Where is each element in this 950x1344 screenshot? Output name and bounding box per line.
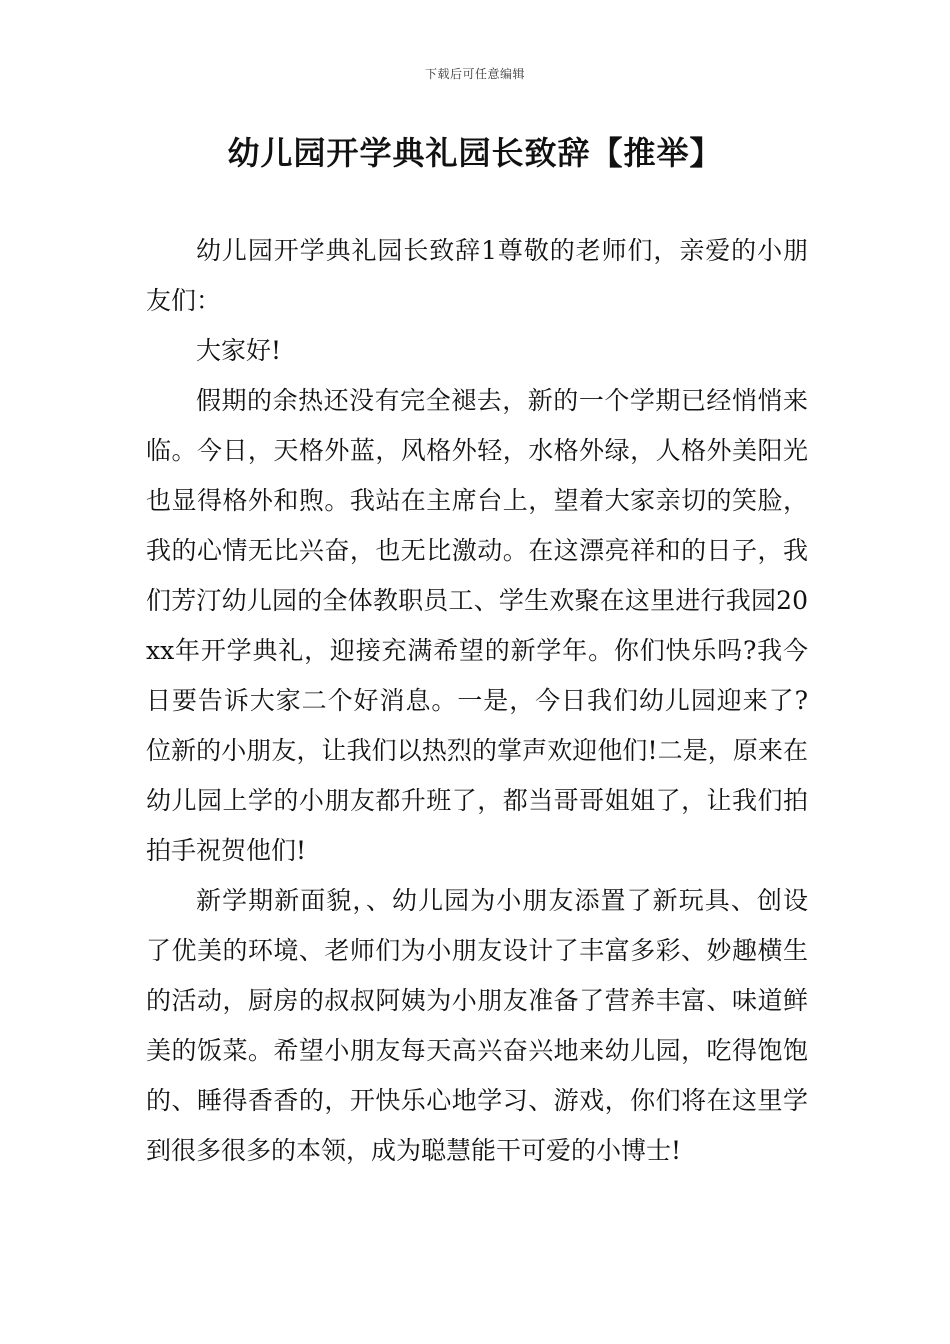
paragraph-new-semester: 假期的余热还没有完全褪去，新的一个学期已经悄悄来临。今日，天格外蓝，风格外轻，水格外绿，人格外美阳光也显得格外和煦。我站在主席台上，望着大家亲切的笑脸，我的心情无比兴奋，也无比激动。在这漂亮祥和的日子，我们芳汀幼儿园的全体教职员工、学生欢聚在这里进行我园20xx年开学典礼，迎接充满希望的新学年。你们快乐吗?我今日要告诉大家二个好消息。一是，今日我们幼儿园迎来了?位新的小朋友，让我们以热烈的掌声欢迎他们!二是，原来在幼儿园上学的小朋友都升班了，都当哥哥姐姐了，让我们拍拍手祝贺他们! [146, 386, 808, 865]
paragraph-greeting: 幼儿园开学典礼园长致辞1尊敬的老师们，亲爱的小朋友们： [146, 236, 808, 315]
paragraph-hello: 大家好! [196, 336, 282, 365]
document-body [146, 226, 808, 1176]
paragraph-new-look: 新学期新面貌，、幼儿园为小朋友添置了新玩具、创设了优美的环境、老师们为小朋友设计了丰富多彩、妙趣横生的活动，厨房的叔叔阿姨为小朋友准备了营养丰富、味道鲜美的饭菜。希望小朋友每天高兴奋兴地来幼儿园，吃得饱饱的、睡得香香的，开快乐心地学习、游戏，你们将在这里学到很多很多的本领，成为聪慧能干可爱的小博士! [146, 886, 808, 1165]
header-note: 下载后可任意编辑 [424, 67, 525, 81]
document-title: 幼儿园开学典礼园长致辞【推举】 [227, 134, 723, 172]
